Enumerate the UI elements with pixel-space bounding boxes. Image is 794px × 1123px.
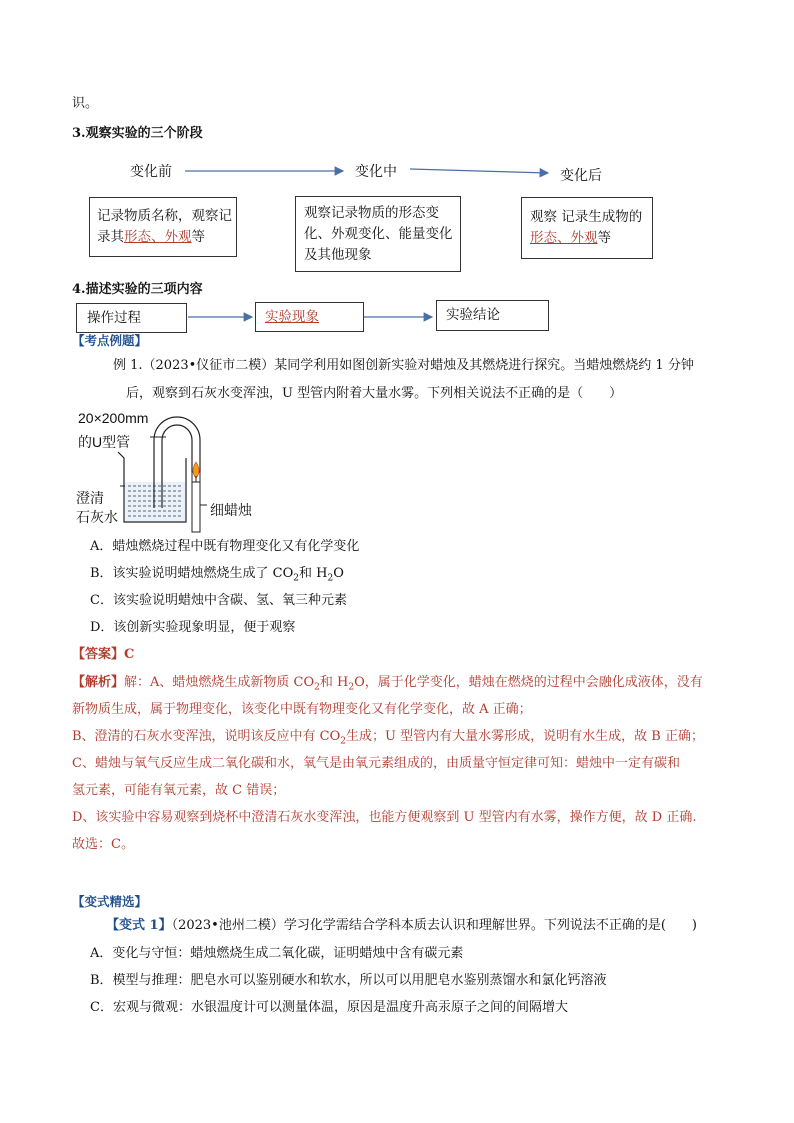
analysis-line3: B、澄清的石灰水变浑浊，说明该反应中有 $CO_2$生成；U 型管内有大量水雾形成，说明有水生成，故 B 正确； xyxy=(72,729,704,747)
figure-label-tube: 的U型管 xyxy=(78,434,131,450)
variant-title: 【变式 1】（2023•池州二模）学习化学需结合学科本质去认识和理解世界。下列说法不正确的是( ) xyxy=(106,918,697,933)
analysis-line2: 新物质生成，属于物理变化，该变化中既有物理变化又有化学变化，故 A 正确； xyxy=(72,702,532,717)
box-during-text: 观察记录物质的形态变化、外观变化、能量变化及其他现象 xyxy=(304,205,453,263)
box-before-text: 记录物质名称，观察记录其 xyxy=(97,208,232,245)
box-after-highlight: 形态、外观 xyxy=(530,230,598,246)
stage-before-label: 变化前 xyxy=(130,164,172,180)
experiment-figure xyxy=(110,410,220,540)
section4-heading: 4.描述实验的三项内容 xyxy=(72,282,203,297)
answer-value: C xyxy=(124,647,135,662)
box-before-highlight: 形态、外观 xyxy=(124,229,192,245)
figure-label-water2: 石灰水 xyxy=(76,509,118,525)
step2-label: 实验现象 xyxy=(265,309,319,325)
box-before xyxy=(89,197,237,257)
option-d: D．该创新实验现象明显，便于观察 xyxy=(90,620,296,635)
figure-label-water1: 澄清 xyxy=(76,490,104,506)
box-after-text: 观察 记录生成物的 xyxy=(530,209,643,225)
analysis-line1: 【解析】解：A、蜡烛燃烧生成新物质 $CO_2$和 $H_2O$，属于化学变化，蜡烛在燃烧的过程中会融化成液体，没有 xyxy=(72,675,703,693)
section3-heading: 3.观察实验的三个阶段 xyxy=(72,126,203,141)
box-step2 xyxy=(255,302,364,332)
option-b: B．该实验说明蜡烛燃烧生成了 $CO_2$和 $H_2O$ xyxy=(90,566,344,584)
answer-tag: 【答案】 xyxy=(72,647,125,662)
analysis-tag: 【解析】 xyxy=(72,675,125,690)
figure-label-candle: 细蜡烛 xyxy=(210,502,252,518)
box-during xyxy=(295,196,461,272)
box-step3 xyxy=(436,300,549,331)
variant-title-tag: 【变式 1】 xyxy=(106,918,172,933)
stage-after-label: 变化后 xyxy=(560,168,602,184)
box-before-tail: 等 xyxy=(191,229,205,245)
answer xyxy=(72,645,134,665)
arrow-during-to-after xyxy=(410,169,548,173)
analysis-line6: D、该实验中容易观察到烧杯中澄清石灰水变浑浊，也能方便观察到 U 型管内有水雾，操作方便，故 D 正确. xyxy=(72,810,697,825)
stage-during-label: 变化中 xyxy=(355,164,397,180)
option-a: A．蜡烛燃烧过程中既有物理变化又有化学变化 xyxy=(90,539,360,554)
step1-label: 操作过程 xyxy=(87,310,141,326)
analysis-line4: C、蜡烛与氧气反应生成二氧化碳和水，氧气是由氧元素组成的，由质量守恒定律可知：蜡烛中一定有碳和 xyxy=(72,756,680,771)
box-after-tail: 等 xyxy=(597,230,611,246)
variant-option-a: A．变化与守恒：蜡烛燃烧生成二氧化碳，证明蜡烛中含有碳元素 xyxy=(90,946,464,961)
variant-option-c: C．宏观与微观：水银温度计可以测量体温，原因是温度升高汞原子之间的间隔增大 xyxy=(90,1000,568,1015)
variant-tag: 【变式精选】 xyxy=(72,894,148,909)
box-step1 xyxy=(76,303,187,333)
candle-flame xyxy=(193,462,199,478)
analysis-line5: 氢元素，可能有氧元素，故 C 错误； xyxy=(72,783,286,798)
top-fragment-text: 识。 xyxy=(72,96,99,111)
option-c: C．该实验说明蜡烛中含碳、氢、氧三种元素 xyxy=(90,593,347,608)
analysis-line7: 故选：C。 xyxy=(72,837,134,852)
example-line1: 例 1.（2023•仪征市二模）某同学利用如图创新实验对蜡烛及其燃烧进行探究。当蜡烛燃烧约 1 分钟 xyxy=(113,358,694,373)
step3-label: 实验结论 xyxy=(446,307,500,323)
example-tag: 【考点例题】 xyxy=(72,333,148,348)
box-after xyxy=(521,197,653,259)
candle-body xyxy=(192,482,200,532)
example-line2: 后，观察到石灰水变浑浊，U 型管内附着大量水雾。下列相关说法不正确的是（ ） xyxy=(126,386,623,401)
figure-label-size: 20×200mm xyxy=(78,410,149,426)
variant-option-b: B．模型与推理：肥皂水可以鉴别硬水和软水，所以可以用肥皂水鉴别蒸馏水和氯化钙溶液 xyxy=(90,973,607,988)
